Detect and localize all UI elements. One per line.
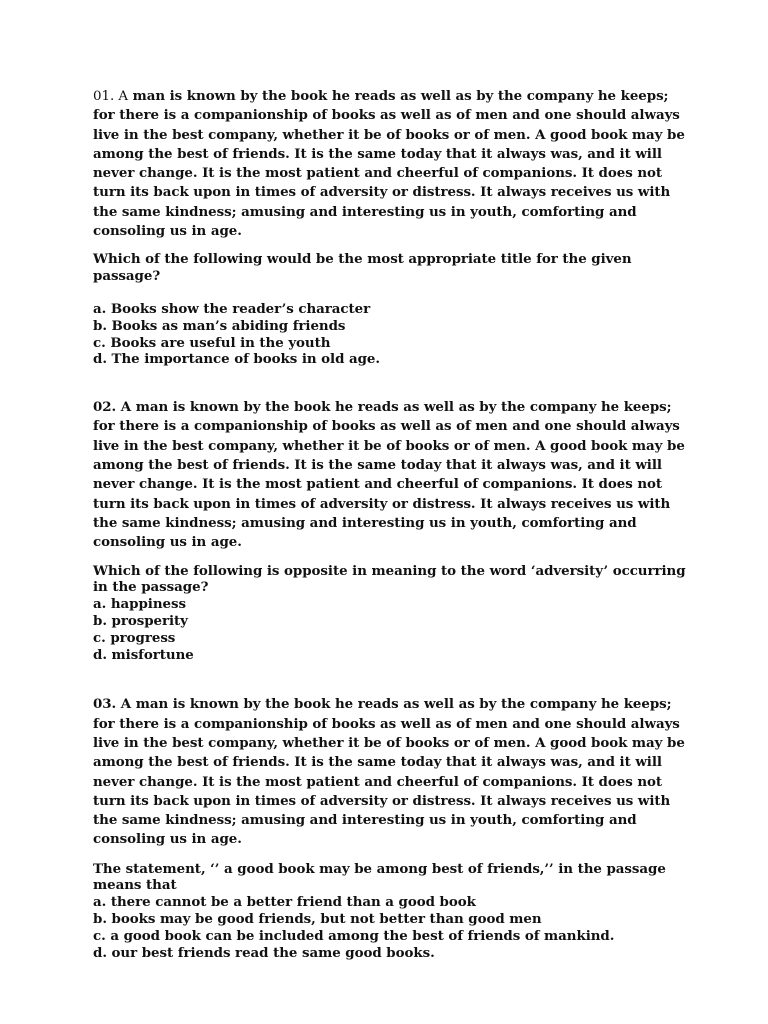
- answer-options: [93, 596, 693, 663]
- option-a: a. Books show the reader’s character: [93, 300, 371, 317]
- option-a: a. there cannot be a better friend than a good book: [93, 894, 476, 911]
- question-number: 01. A: [93, 89, 128, 104]
- question-number: 02.: [93, 399, 121, 416]
- passage-body: A man is known by the book he reads as well as by the company he keeps; for there is a companionship of books as well as of men and one should always live in the best company, whether it be of books or of men. A good book may be among the best of friends. It is the same today that it always was, and it will never change. It is the most patient and cheerful of companions. It does not turn its back upon in times of adversity or distress. It always receives us with the same kindness; amusing and interesting us in youth, comforting and consoling us in age.: [93, 399, 685, 551]
- option-d: d. our best friends read the same good books.: [93, 944, 435, 961]
- option-d: d. misfortune: [93, 646, 194, 663]
- passage-body: A man is known by the book he reads as well as by the company he keeps; for there is a companionship of books as well as of men and one should always live in the best company, whether it be of books or of men. A good book may be among the best of friends. It is the same today that it always was, and it will never change. It is the most patient and cheerful of companions. It does not turn its back upon in times of adversity or distress. It always receives us with the same kindness; amusing and interesting us in youth, comforting and consoling us in age.: [93, 696, 685, 848]
- option-b: b. Books as man’s abiding friends: [93, 317, 346, 334]
- question-block-3: [93, 695, 693, 961]
- question-number: 03.: [93, 696, 121, 713]
- passage-body: man is known by the book he reads as well as by the company he keeps; for there is a companionship of books as well as of men and one should always live in the best company, whether it be of books or of men. A good book may be among the best of friends. It is the same today that it always was, and it will never change. It is the most patient and cheerful of companions. It does not turn its back upon in times of adversity or distress. It always receives us with the same kindness; amusing and interesting us in youth, comforting and consoling us in age.: [93, 88, 685, 240]
- answer-options: [93, 894, 693, 961]
- passage-text: [93, 87, 693, 241]
- option-a: a. happiness: [93, 596, 186, 613]
- option-c: c. Books are useful in the youth: [93, 334, 331, 351]
- question-block-2: [93, 398, 693, 663]
- option-d: d. The importance of books in old age.: [93, 351, 381, 368]
- option-b: b. prosperity: [93, 612, 188, 629]
- question-stem: Which of the following would be the most appropriate title for the given passage?: [93, 251, 632, 285]
- option-b: b. books may be good friends, but not better than good men: [93, 911, 542, 928]
- question-stem: The statement, ‘’ a good book may be among best of friends,’’ in the passage means that: [93, 860, 666, 894]
- answer-options: [93, 301, 693, 368]
- question-stem: Which of the following is opposite in meaning to the word ‘adversity’ occurring in the passage?: [93, 562, 686, 596]
- question-block-1: [93, 87, 693, 368]
- option-c: c. a good book can be included among the best of friends of mankind.: [93, 927, 615, 944]
- document-page: [93, 87, 693, 961]
- option-c: c. progress: [93, 629, 176, 646]
- passage-text: [93, 695, 693, 849]
- passage-text: [93, 398, 693, 552]
